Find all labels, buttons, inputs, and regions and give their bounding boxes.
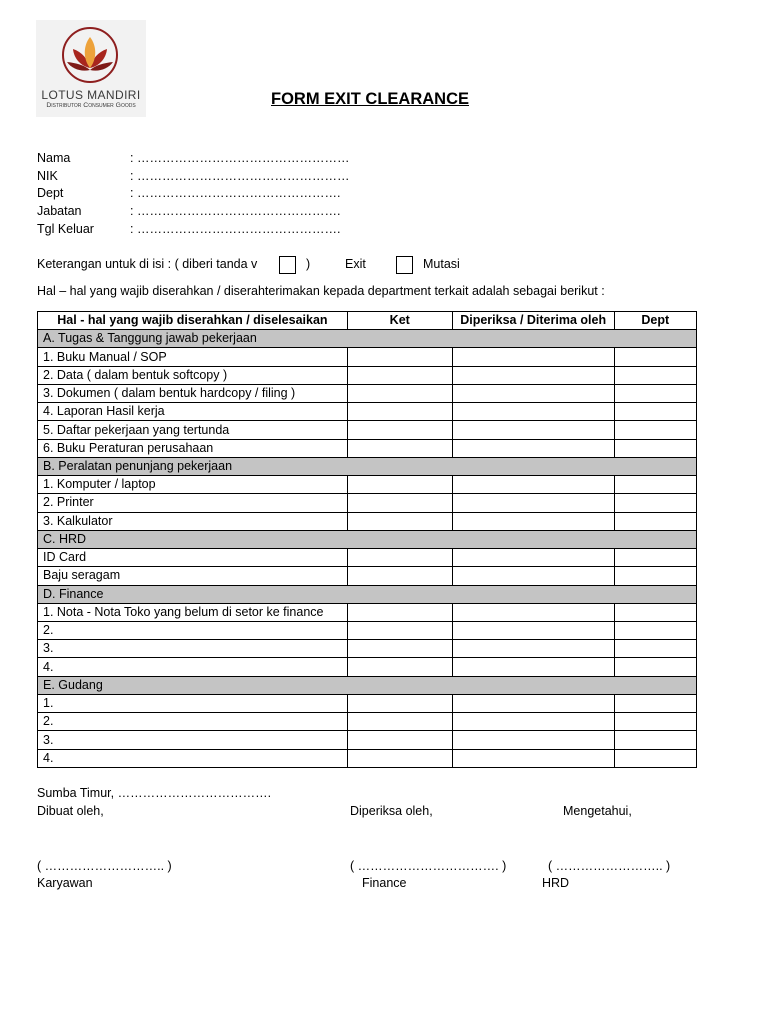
item-row <box>38 658 697 676</box>
checked-by-cell <box>452 494 614 512</box>
ket-cell <box>347 549 452 567</box>
ket-cell <box>347 567 452 585</box>
item-row <box>38 421 697 439</box>
item-row <box>38 749 697 767</box>
signature-heading: Mengetahui, <box>563 804 632 818</box>
field-value: : …………………………………………. <box>130 186 341 200</box>
item-label: 1. Buku Manual / SOP <box>38 348 348 366</box>
item-row <box>38 494 697 512</box>
item-row <box>38 476 697 494</box>
logo-tagline: Distributor Consumer Goods <box>46 102 136 109</box>
checked-by-cell <box>452 348 614 366</box>
field-label: Dept <box>37 186 64 200</box>
dept-cell <box>614 749 696 767</box>
section-title: A. Tugas & Tanggung jawab pekerjaan <box>38 330 697 348</box>
dept-cell <box>614 384 696 402</box>
checked-by-cell <box>452 658 614 676</box>
item-label: 2. Data ( dalam bentuk softcopy ) <box>38 366 348 384</box>
signature-heading: Diperiksa oleh, <box>350 804 433 818</box>
ket-cell <box>347 476 452 494</box>
checked-by-cell <box>452 476 614 494</box>
field-value: : …………………………………………. <box>130 222 341 236</box>
item-row <box>38 713 697 731</box>
ket-cell <box>347 713 452 731</box>
item-row <box>38 348 697 366</box>
item-row <box>38 640 697 658</box>
signature-role: Karyawan <box>37 876 93 890</box>
field-value: : …………………………………………… <box>130 151 350 165</box>
section-row <box>38 585 697 603</box>
dept-cell <box>614 421 696 439</box>
section-row <box>38 457 697 475</box>
dept-cell <box>614 549 696 567</box>
item-row <box>38 549 697 567</box>
item-row <box>38 384 697 402</box>
checked-by-cell <box>452 567 614 585</box>
item-label: 4. <box>38 658 348 676</box>
checked-by-cell <box>452 439 614 457</box>
ket-cell <box>347 421 452 439</box>
field-value: : …………………………………………… <box>130 169 350 183</box>
table-head <box>38 312 697 330</box>
item-row <box>38 403 697 421</box>
item-label: 3. <box>38 731 348 749</box>
item-row <box>38 366 697 384</box>
ket-cell <box>347 694 452 712</box>
ket-cell <box>347 640 452 658</box>
field-label: Jabatan <box>37 204 82 218</box>
item-label: 4. Laporan Hasil kerja <box>38 403 348 421</box>
checked-by-cell <box>452 512 614 530</box>
dept-cell <box>614 476 696 494</box>
checked-by-cell <box>452 603 614 621</box>
field-label: Tgl Keluar <box>37 222 94 236</box>
company-logo <box>36 20 146 117</box>
dept-cell <box>614 713 696 731</box>
ket-cell <box>347 348 452 366</box>
dept-cell <box>614 366 696 384</box>
keterangan-label: Keterangan untuk di isi : ( diberi tanda v <box>37 257 258 271</box>
signature-role: Finance <box>362 876 407 890</box>
item-label: 5. Daftar pekerjaan yang tertunda <box>38 421 348 439</box>
header-ket: Ket <box>347 312 452 330</box>
section-row <box>38 530 697 548</box>
checked-by-cell <box>452 749 614 767</box>
header-checked-by: Diperiksa / Diterima oleh <box>452 312 614 330</box>
checked-by-cell <box>452 384 614 402</box>
checked-by-cell <box>452 713 614 731</box>
exit-checkbox <box>279 256 296 274</box>
ket-cell <box>347 512 452 530</box>
ket-cell <box>347 494 452 512</box>
item-row <box>38 621 697 639</box>
ket-cell <box>347 366 452 384</box>
checked-by-cell <box>452 366 614 384</box>
section-title: D. Finance <box>38 585 697 603</box>
mutasi-checkbox <box>396 256 413 274</box>
checked-by-cell <box>452 731 614 749</box>
field-label: NIK <box>37 169 58 183</box>
dept-cell <box>614 621 696 639</box>
dept-cell <box>614 731 696 749</box>
checked-by-cell <box>452 640 614 658</box>
checked-by-cell <box>452 403 614 421</box>
table-header-row <box>38 312 697 330</box>
item-label: 6. Buku Peraturan perusahaan <box>38 439 348 457</box>
checked-by-cell <box>452 549 614 567</box>
ket-cell <box>347 749 452 767</box>
section-title: B. Peralatan penunjang pekerjaan <box>38 457 697 475</box>
checked-by-cell <box>452 694 614 712</box>
section-title: E. Gudang <box>38 676 697 694</box>
signature-role: HRD <box>542 876 570 890</box>
ket-cell <box>347 403 452 421</box>
ket-cell <box>347 621 452 639</box>
item-label: 3. Dokumen ( dalam bentuk hardcopy / filing ) <box>38 384 348 402</box>
dept-cell <box>614 494 696 512</box>
dept-cell <box>614 439 696 457</box>
checked-by-cell <box>452 421 614 439</box>
item-label: ID Card <box>38 549 348 567</box>
item-label: 1. Komputer / laptop <box>38 476 348 494</box>
option-mutasi-label: Mutasi <box>423 257 460 271</box>
keterangan-close-paren: ) <box>306 257 311 271</box>
clearance-table <box>37 311 697 768</box>
dept-cell <box>614 658 696 676</box>
item-row <box>38 694 697 712</box>
item-row <box>38 731 697 749</box>
ket-cell <box>347 658 452 676</box>
signature-name-blank: ( ……………………….. ) <box>37 859 172 873</box>
dept-cell <box>614 512 696 530</box>
ket-cell <box>347 384 452 402</box>
section-row <box>38 330 697 348</box>
signature-name-blank: ( ……………………………. ) <box>350 859 507 873</box>
item-row <box>38 439 697 457</box>
option-exit-label: Exit <box>345 257 366 271</box>
dept-cell <box>614 603 696 621</box>
form-title: FORM EXIT CLEARANCE <box>271 90 469 108</box>
field-label: Nama <box>37 151 71 165</box>
signature-heading: Dibuat oleh, <box>37 804 104 818</box>
item-label: 4. <box>38 749 348 767</box>
ket-cell <box>347 731 452 749</box>
intro-text: Hal – hal yang wajib diserahkan / diserahterimakan kepada department terkait adalah sebagai berikut : <box>37 284 605 298</box>
section-row <box>38 676 697 694</box>
item-label: Baju seragam <box>38 567 348 585</box>
item-label: 2. Printer <box>38 494 348 512</box>
field-value: : …………………………………………. <box>130 204 341 218</box>
header-dept: Dept <box>614 312 696 330</box>
dept-cell <box>614 640 696 658</box>
header-items: Hal - hal yang wajib diserahkan / diselesaikan <box>38 312 348 330</box>
table-body <box>38 330 697 768</box>
item-row <box>38 603 697 621</box>
dept-cell <box>614 567 696 585</box>
dept-cell <box>614 348 696 366</box>
item-label: 2. <box>38 621 348 639</box>
signature-name-blank: ( …………………….. ) <box>548 859 671 873</box>
place-date: Sumba Timur, ………………………………. <box>37 786 272 800</box>
item-label: 3. <box>38 640 348 658</box>
ket-cell <box>347 603 452 621</box>
item-label: 3. Kalkulator <box>38 512 348 530</box>
dept-cell <box>614 403 696 421</box>
checked-by-cell <box>452 621 614 639</box>
logo-company-name: LOTUS MANDIRI <box>41 88 141 102</box>
dept-cell <box>614 694 696 712</box>
item-row <box>38 512 697 530</box>
item-label: 1. <box>38 694 348 712</box>
section-title: C. HRD <box>38 530 697 548</box>
item-label: 1. Nota - Nota Toko yang belum di setor ke finance <box>38 603 348 621</box>
ket-cell <box>347 439 452 457</box>
item-row <box>38 567 697 585</box>
item-label: 2. <box>38 713 348 731</box>
